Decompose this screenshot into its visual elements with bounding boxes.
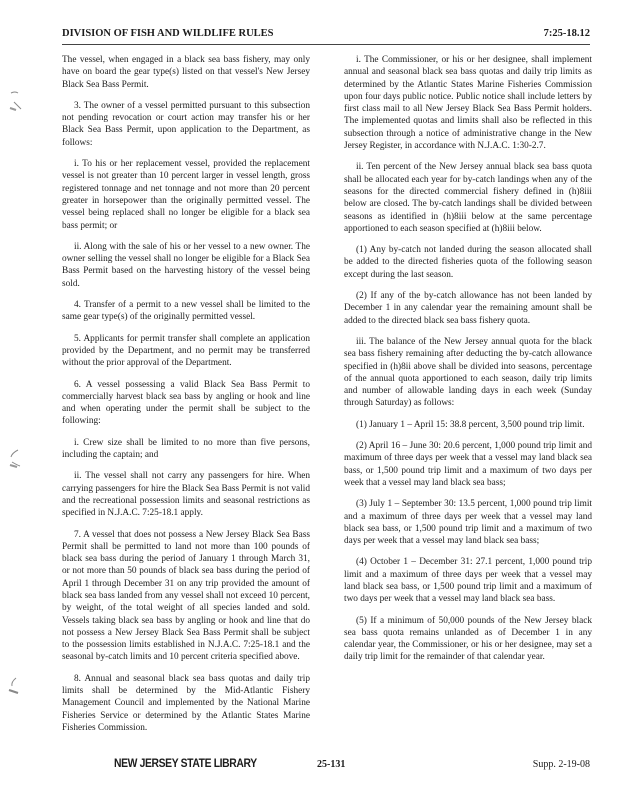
paragraph: (2) If any of the by-catch allowance has not been landed by December 1 in any calendar year the remaining amount shall be added to the directed black sea bass fishery quota. [344,291,592,326]
header-title: DIVISION OF FISH AND WILDLIFE RULES [62,28,274,39]
page-footer [62,758,590,778]
paragraph: i. To his or her replacement vessel, provided the replacement vessel is not greater than 10 percent larger in vessel length, gross registered tonnage and net tonnage and not more than 20 percent greater in horsepower than the originally permitted vessel. The vessel being replaced shall no longer be eligible for a black sea bass permit; or [62,159,310,231]
binding-hole-mark [8,676,22,698]
paragraph: (2) April 16 – June 30: 20.6 percent, 1,000 pound trip limit and maximum of three days per week that a vessel may land black sea bass, or 1,500 pound trip limit and a maximum of two days per week that a vessel may land black sea bass; [344,441,592,488]
paragraph: (3) July 1 – September 30: 13.5 percent, 1,000 pound trip limit and a maximum of three days per week that a vessel may land black sea bass, or 1,500 pound trip limit and a maximum of two days per week that a vessel may land black sea bass; [344,499,592,547]
paragraph: (5) If a minimum of 50,000 pounds of the New Jersey black sea bass quota remains unlanded as of December 1 in any calendar year, the Commissioner, or his or her designee, may set a daily trip limit for the remainder of that calendar year. [344,615,592,663]
right-text-column [344,54,592,673]
paragraph: 5. Applicants for permit transfer shall complete an application provided by the Department, and no permit may be transferred without the prior approval of the Department. [62,333,310,369]
paragraph: 6. A vessel possessing a valid Black Sea Bass Permit to commercially harvest black sea bass by angling or hook and line and when operating under the permit shall be subject to the following: [62,379,310,427]
header-rule [62,44,590,45]
paragraph: (4) October 1 – December 31: 27.1 percent, 1,000 pound trip limit and a maximum of three days per week that a vessel may land black sea bass, or 1,500 pound trip limit and a maximum of two days per week that a vessel may land black sea bass. [344,557,592,605]
header-section-number: 7:25-18.12 [543,28,590,39]
paragraph: ii. Ten percent of the New Jersey annual black sea bass quota shall be allocated each year for by-catch landings when any of the seasons for the directed commercial fishery defined in (h)8iii below are closed. The by-catch landings shall be divided between seasons as identified in (h)8iii below at the same percentage apportioned to each season specified at (h)8iii below. [344,162,592,234]
paragraph: ii. Along with the sale of his or her vessel to a new owner. The owner selling the vessel shall no longer be eligible for a Black Sea Bass Permit based on the harvesting history of the vessel being sold. [62,241,310,289]
paragraph: 3. The owner of a vessel permitted pursuant to this subsection not pending revocation or court action may transfer his or her Black Sea Bass Permit, upon application to the Department, as follows: [62,100,310,148]
binding-hole-mark [8,448,22,470]
paragraph: i. The Commissioner, or his or her designee, shall implement annual and seasonal black sea bass quotas and daily trip limits as determined by the Atlantic States Marine Fisheries Commission upon four days public notice. Public notice shall include letters by first class mail to all New Jersey Black Sea Bass Permit holders. The implemented quotas and limits shall also be reflected in this subsection through a notice of administrative change in the New Jersey Register, in accordance with N.J.A.C. 1:30-2.7. [344,55,592,152]
binding-hole-mark [8,90,22,112]
library-stamp: NEW JERSEY STATE LIBRARY [114,758,257,770]
paragraph: i. Crew size shall be limited to no more than five persons, including the captain; and [62,437,310,461]
paragraph: ii. The vessel shall not carry any passengers for hire. When carrying passengers for hire the Black Sea Bass Permit is not valid and the recreational possession limits and seasonal restrictions as specified in N.J.A.C. 7:25-18.1 apply. [62,471,310,519]
left-text-column [62,54,310,743]
paragraph: 8. Annual and seasonal black sea bass quotas and daily trip limits shall be determined by the Mid-Atlantic Fishery Management Council and implemented by the National Marine Fisheries Service or determined by the Atlantic States Marine Fisheries Commission. [62,673,310,733]
paragraph: (1) Any by-catch not landed during the season allocated shall be added to the directed fisheries quota of the following season except during the last season. [344,245,592,280]
paragraph: (1) January 1 – April 15: 38.8 percent, 3,500 pound trip limit. [356,419,585,430]
supplement-date: Supp. 2-19-08 [532,759,590,770]
paragraph: The vessel, when engaged in a black sea bass fishery, may only have on board the gear type(s) listed on that vessel's New Jersey Black Sea Bass Permit. [62,55,310,90]
paragraph: 7. A vessel that does not possess a New Jersey Black Sea Bass Permit shall be permitted to land not more than 100 pounds of black sea bass during the period of January 1 through March 31, or not more than 50 pounds of black sea bass during the period of April 1 through December 31 on any trip provided the amount of black sea bass landed from any vessel shall not exceed 10 percent, by weight, of the total weight of all species landed and sold. Vessels taking black sea bass by angling or hook and line that do not possess a New Jersey Black Sea Bass Permit shall be subject to the possession limits established in N.J.A.C. 7:25-18.1 and the seasonal by-catch limits and 10 percent criteria specified above. [62,529,310,663]
paragraph: iii. The balance of the New Jersey annual quota for the black sea bass fishery remaining after deducting the by-catch allowance specified in (h)8ii above shall be divided into seasons, percentage of the annual quota apportioned to each season, daily trip limits and number of allowable landing days in each week (Sunday through Saturday) as follows: [344,336,592,409]
paragraph: 4. Transfer of a permit to a new vessel shall be limited to the same gear type(s) of the originally permitted vessel. [62,300,310,323]
page-number: 25-131 [317,759,346,770]
